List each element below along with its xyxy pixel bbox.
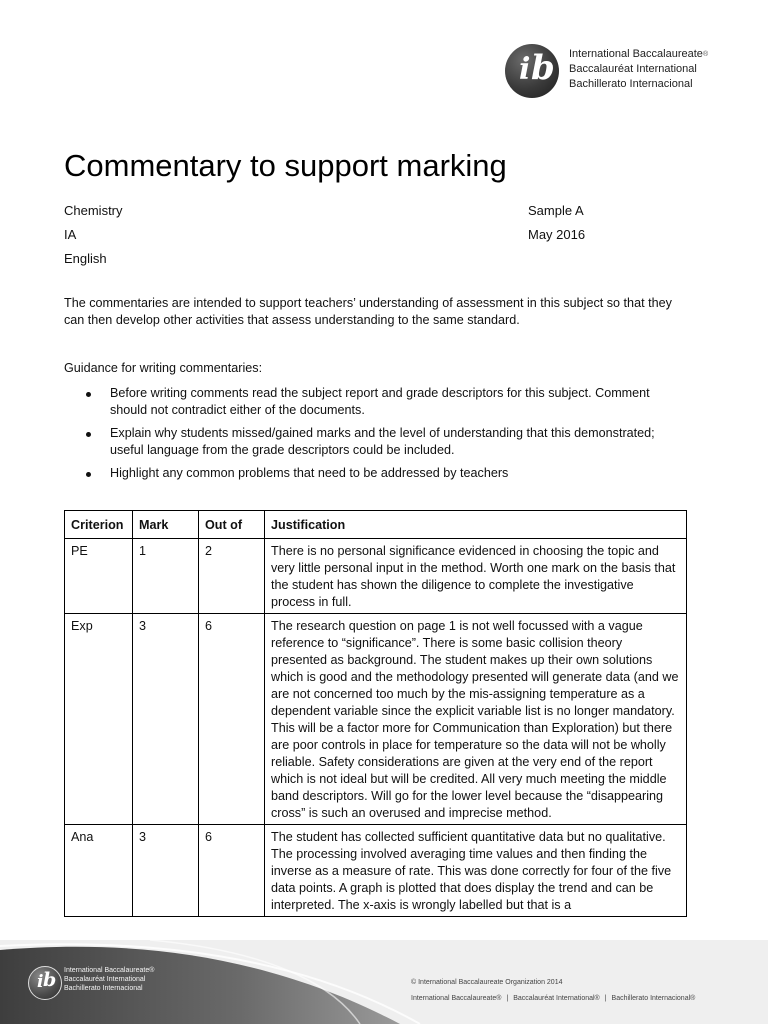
cell-criterion: PE — [65, 539, 133, 614]
ib-logo — [505, 44, 715, 98]
header-mark: Mark — [133, 511, 199, 539]
page-title: Commentary to support marking — [64, 148, 507, 183]
cell-mark: 3 — [133, 825, 199, 917]
cell-criterion: Exp — [65, 614, 133, 825]
guidance-item-text: Highlight any common problems that need to be addressed by teachers — [110, 466, 509, 480]
guidance-item — [64, 425, 684, 459]
meta-session: May 2016 — [528, 227, 586, 242]
footer-separator: | — [506, 995, 509, 1002]
guidance-item — [64, 465, 684, 482]
footer-logo-text — [64, 966, 154, 993]
table-row — [65, 825, 687, 917]
footer-names — [411, 995, 695, 1002]
guidance-item — [64, 385, 684, 419]
footer-copyright: © International Baccalaureate Organization 2014 — [411, 979, 563, 986]
header-criterion: Criterion — [65, 511, 133, 539]
footer-name-3: Bachillerato Internacional® — [611, 995, 696, 1002]
ib-logo-text — [569, 47, 708, 92]
footer-logo-line-1: International Baccalaureate® — [64, 967, 155, 974]
cell-criterion: Ana — [65, 825, 133, 917]
footer-logo-line-3: Bachillerato Internacional — [64, 985, 143, 992]
cell-out-of: 2 — [199, 539, 265, 614]
meta-subject: Chemistry — [64, 203, 123, 218]
header-justification: Justification — [265, 511, 687, 539]
criteria-table — [64, 510, 687, 917]
meta-component: IA — [64, 227, 77, 242]
table-row — [65, 614, 687, 825]
page-footer — [0, 940, 768, 1024]
logo-line-1: International Baccalaureate — [569, 48, 703, 60]
footer-logo-line-2: Baccalauréat International — [64, 976, 146, 983]
logo-line-3: Bachillerato Internacional — [569, 78, 693, 90]
bullet-icon — [86, 472, 91, 477]
cell-justification: The research question on page 1 is not well focussed with a vague reference to “significance”. There is some basic collision theory presented as background. The student makes up their own solutions which is good and the methodology presented will generate data (and we are not concerned too much by the mis-assigning temperature as a dependent variable since the explicit variable list is no longer mandatory. This will be a factor more for Communication than Exploration) but there are poor controls in place for temperature so the data will not be wholly reliable. Safety considerations are given at the very end of the report which is not ideal but will be credited. All very much meeting the middle band descriptors. Will go for the lower level because the “disappearing cross” is such an overused and imprecise method. — [265, 614, 687, 825]
cell-justification: There is no personal significance evidenced in choosing the topic and very little personal input in the method. Worth one mark on the basis that the student has shown the diligence to complete the investigative process in full. — [265, 539, 687, 614]
cell-mark: 3 — [133, 614, 199, 825]
cell-out-of: 6 — [199, 825, 265, 917]
bullet-icon — [86, 392, 91, 397]
cell-justification: The student has collected sufficient quantitative data but no qualitative. The processing involved averaging time values and then finding the inverse as a measure of rate. This was done correctly for four of the five data points. A graph is plotted that does display the trend and can be interpreted. The x-axis is wrongly labelled but that is a — [265, 825, 687, 917]
table-row — [65, 539, 687, 614]
footer-ib-logo-icon: i b — [28, 966, 62, 1000]
cell-out-of: 6 — [199, 614, 265, 825]
cell-mark: 1 — [133, 539, 199, 614]
footer-name-1: International Baccalaureate® — [411, 995, 502, 1002]
header-out-of: Out of — [199, 511, 265, 539]
intro-paragraph: The commentaries are intended to support teachers’ understanding of assessment in this subject so that they can then develop other activities that assess understanding to the same standard. — [64, 296, 672, 327]
table-header-row — [65, 511, 687, 539]
meta-language: English — [64, 251, 107, 266]
guidance-item-text: Before writing comments read the subject report and grade descriptors for this subject. Comment should not contradict either of the documents. — [110, 386, 650, 417]
registered-mark: ® — [702, 51, 709, 58]
ib-logo-icon: i b — [505, 44, 559, 98]
guidance-heading: Guidance for writing commentaries: — [64, 361, 263, 375]
bullet-icon — [86, 432, 91, 437]
guidance-list — [64, 385, 684, 488]
footer-name-2: Baccalauréat International® — [513, 995, 600, 1002]
meta-sample: Sample A — [528, 203, 584, 218]
footer-separator: | — [604, 995, 607, 1002]
logo-line-2: Baccalauréat International — [569, 63, 697, 75]
guidance-item-text: Explain why students missed/gained marks and the level of understanding that this demonstrated; useful language from the grade descriptors could be included. — [110, 426, 655, 457]
